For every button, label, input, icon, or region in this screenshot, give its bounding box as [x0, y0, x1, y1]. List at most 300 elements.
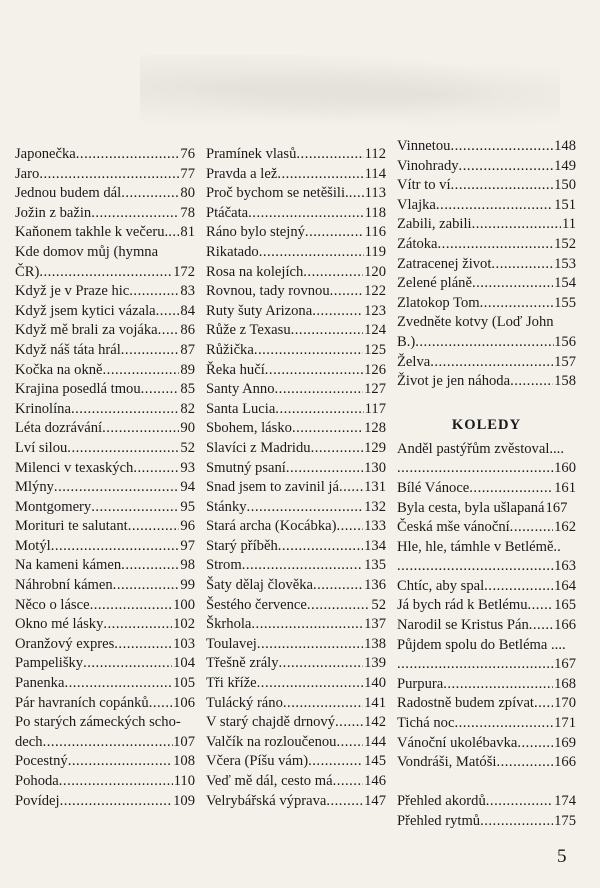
- index-entry: [397, 294, 576, 314]
- dot-leader: [438, 235, 554, 255]
- index-entry: [397, 812, 576, 832]
- dot-leader: [450, 137, 553, 157]
- dot-leader: [459, 157, 554, 177]
- entry-title: Když je v Praze hic: [15, 283, 130, 300]
- index-entry: [397, 538, 576, 577]
- entry-title: Česká mše vánoční: [397, 519, 510, 536]
- page-ref: 89: [180, 361, 195, 378]
- page-ref: 113: [364, 185, 386, 202]
- index-entry: [15, 772, 195, 792]
- dot-leader: [68, 752, 172, 772]
- page-ref: 78: [180, 204, 195, 221]
- index-entry: [206, 145, 386, 165]
- index-entry: [206, 733, 386, 753]
- dot-leader: [469, 479, 553, 499]
- dot-leader: [91, 498, 179, 518]
- dot-leader: [283, 694, 363, 714]
- index-entry: [397, 440, 576, 479]
- dot-leader: [277, 165, 363, 185]
- index-entry: [206, 361, 386, 381]
- page-ref: 165: [554, 597, 576, 614]
- entry-title: Jaro: [15, 165, 40, 182]
- index-entry: [15, 321, 195, 341]
- index-entry: [15, 537, 195, 557]
- index-entry: [397, 176, 576, 196]
- page-ref: 166: [554, 754, 576, 771]
- dot-leader: [67, 439, 179, 459]
- entry-title: Přehled rytmů: [397, 813, 481, 829]
- entry-title: Ptáčata: [206, 204, 249, 221]
- index-column-2: [206, 145, 386, 811]
- entry-title: Milenci v texaských: [15, 459, 134, 476]
- page-ref: 104: [173, 655, 195, 672]
- index-entry: [206, 263, 386, 283]
- index-entry: [397, 479, 576, 499]
- page-ref: 171: [554, 715, 576, 732]
- page-ref: 52: [180, 439, 195, 456]
- entry-title: Veď mě dál, cesto má: [206, 773, 333, 789]
- entry-title: Stánky: [206, 498, 247, 515]
- entry-title: Vítr to ví: [397, 177, 451, 194]
- dot-leader: [529, 616, 553, 636]
- page-ref: 125: [364, 341, 386, 358]
- dot-leader: [307, 596, 371, 616]
- entry-title: Přehled akordů: [397, 793, 486, 810]
- page-ref: 134: [364, 537, 386, 554]
- index-entry: [15, 400, 195, 420]
- entry-title: Santa Lucia: [206, 400, 276, 417]
- page-ref: 148: [554, 138, 576, 154]
- dot-leader: [51, 537, 180, 557]
- dot-leader: [510, 518, 553, 538]
- page-ref: 161: [554, 479, 576, 496]
- page-ref: 96: [180, 518, 195, 535]
- entry-title: Vinnetou: [397, 138, 451, 154]
- dot-leader: [43, 733, 174, 753]
- index-entry: [206, 752, 386, 772]
- index-entry: [15, 713, 195, 752]
- entry-title: Santy Anno: [206, 381, 275, 398]
- dot-leader: [129, 282, 179, 302]
- page-ref: 52: [371, 596, 386, 613]
- dot-leader: [242, 556, 363, 576]
- index-entry: [397, 518, 576, 538]
- dot-leader: [54, 478, 179, 498]
- dot-leader: [510, 372, 553, 392]
- page-ref: 114: [364, 165, 386, 182]
- entry-title: Zabili, zabili: [397, 216, 472, 233]
- dot-leader: [257, 635, 363, 655]
- entry-title: Vánoční ukolébavka: [397, 734, 518, 751]
- dot-leader: [339, 478, 363, 498]
- dot-leader: [313, 576, 363, 596]
- dot-leader: [259, 243, 364, 263]
- dot-leader: [103, 615, 172, 635]
- page-ref: 158: [554, 373, 576, 390]
- dot-leader: [156, 302, 180, 322]
- entry-title: Ruty šuty Arizona: [206, 302, 313, 319]
- index-entry: [397, 792, 576, 812]
- page-ref: 154: [554, 275, 576, 292]
- index-entry: [206, 576, 386, 596]
- bleed-through-text: [130, 4, 520, 48]
- index-entry: [206, 654, 386, 674]
- dot-leader: [114, 635, 172, 655]
- dot-leader: [480, 812, 553, 832]
- page-ref: 116: [364, 224, 386, 241]
- dot-leader: [491, 255, 553, 275]
- dot-leader: [168, 223, 179, 243]
- index-entry: [206, 439, 386, 459]
- index-entry: [15, 341, 195, 361]
- page-ref: 157: [554, 353, 576, 370]
- page-ref: 95: [180, 498, 195, 515]
- entry-title: Japonečka: [15, 146, 76, 162]
- page-ref: 144: [364, 733, 386, 750]
- entry-title: Tři kříže: [206, 675, 257, 692]
- dot-leader: [335, 713, 363, 733]
- entry-title: Třešně zrály: [206, 655, 279, 672]
- entry-title: Růžička: [206, 341, 254, 358]
- index-entry: [206, 674, 386, 694]
- dot-leader: [303, 263, 363, 283]
- bleed-through-shadow: [140, 55, 560, 135]
- index-entry: [206, 400, 386, 420]
- page-ref: 152: [554, 235, 576, 252]
- entry-title: Bílé Vánoce: [397, 479, 470, 496]
- index-entry: [15, 674, 195, 694]
- page-ref: 108: [173, 753, 195, 770]
- page-ref: 85: [180, 381, 195, 398]
- index-entry: [15, 145, 195, 165]
- dot-leader: [71, 400, 179, 420]
- index-entry: [397, 215, 576, 235]
- page-ref: 87: [180, 341, 195, 358]
- dot-leader: [286, 459, 363, 479]
- page-ref: 137: [364, 616, 386, 633]
- index-entry: [397, 196, 576, 216]
- index-entry: [397, 675, 576, 695]
- page-ref: 175: [554, 813, 576, 829]
- page-ref: 140: [364, 675, 386, 692]
- page-ref: 141: [364, 694, 386, 711]
- entry-title: Toulavej: [206, 635, 257, 652]
- entry-title: Morituri te salutant: [15, 518, 128, 535]
- page-ref: 90: [180, 420, 195, 437]
- index-entry: [397, 313, 576, 352]
- entry-title: Okno mé lásky: [15, 616, 104, 633]
- dot-leader: [436, 196, 553, 216]
- dot-leader: [275, 400, 363, 420]
- entry-title: Náhrobní kámen: [15, 577, 113, 594]
- index-entry: [15, 419, 195, 439]
- page-ref: 167: [554, 656, 576, 673]
- page-ref: 84: [180, 302, 195, 319]
- index-entry: [15, 478, 195, 498]
- page-ref: 106: [173, 694, 195, 711]
- entry-title: Sbohem, lásko: [206, 420, 292, 437]
- entry-title: Velrybářská výprava: [206, 792, 327, 809]
- entry-title: Valčík na rozloučenou: [206, 733, 337, 750]
- dot-leader: [336, 733, 363, 753]
- dot-leader: [59, 772, 173, 792]
- page-ref: 142: [364, 714, 386, 731]
- index-entry: [206, 282, 386, 302]
- entry-title: Ráno bylo stejný: [206, 224, 305, 241]
- entry-title: Krinolína: [15, 400, 71, 417]
- dot-leader: [149, 694, 172, 714]
- index-entry: [15, 361, 195, 381]
- entry-title-line: Kde domov můj (hymna: [15, 243, 159, 260]
- page-ref: 77: [180, 165, 195, 182]
- dot-leader: [257, 674, 363, 694]
- index-entry: [397, 596, 576, 616]
- entry-title: Šestého července: [206, 596, 307, 613]
- dot-leader: [39, 165, 179, 185]
- dot-leader: [330, 282, 363, 302]
- page-number: 5: [557, 846, 567, 867]
- page-ref: 164: [554, 577, 576, 594]
- page-ref: 11: [561, 216, 576, 233]
- page-ref: 124: [364, 322, 386, 339]
- entry-title: Slavíci z Madridu: [206, 439, 311, 456]
- index-entry: [397, 694, 576, 714]
- index-entry: [15, 165, 195, 185]
- entry-title: Jožin z bažin: [15, 204, 92, 221]
- entry-lead: .: [164, 224, 169, 241]
- dot-leader: [91, 204, 179, 224]
- index-entry: [206, 419, 386, 439]
- dot-leader: [349, 184, 364, 204]
- page-ref: 98: [180, 557, 195, 574]
- dot-leader: [397, 557, 554, 577]
- index-column-3: [397, 137, 576, 832]
- entry-title: Vlajka: [397, 196, 436, 213]
- entry-title: Panenka: [15, 675, 65, 692]
- dot-leader: [102, 419, 179, 439]
- entry-title: Na kameni kámen: [15, 557, 122, 574]
- page-ref: 129: [364, 439, 386, 456]
- entry-title: Snad jsem to zavinil já: [206, 479, 339, 496]
- index-entry: [15, 752, 195, 772]
- entry-title: Léta dozrávání: [15, 420, 103, 437]
- entry-title: Krajina posedlá tmou: [15, 381, 141, 398]
- entry-title: Zelené pláně: [397, 275, 472, 292]
- page-ref: 118: [364, 204, 386, 221]
- dot-leader: [121, 341, 180, 361]
- dot-leader: [278, 537, 363, 557]
- dot-leader: [454, 714, 553, 734]
- index-entry: [397, 353, 576, 373]
- index-entry: [397, 372, 576, 392]
- entry-title: Něco o lásce: [15, 596, 90, 613]
- entry-title-end: ČR): [15, 263, 40, 280]
- dot-leader: [484, 577, 553, 597]
- index-entry: [15, 556, 195, 576]
- dot-leader: [121, 556, 179, 576]
- dot-leader: [121, 184, 179, 204]
- page-ref: 80: [180, 185, 195, 202]
- dot-leader: [251, 615, 363, 635]
- page-ref: 156: [554, 333, 576, 350]
- entry-title: Proč bychom se netěšili: [206, 185, 346, 202]
- index-entry: [397, 753, 576, 773]
- page-ref: 94: [180, 479, 195, 496]
- page-ref: 151: [554, 196, 576, 213]
- entry-title: Stará archa (Kocábka): [206, 518, 337, 535]
- page-ref: 130: [364, 459, 386, 476]
- entry-title: Já bych rád k Betlému: [397, 597, 528, 614]
- dot-leader: [311, 439, 364, 459]
- index-entry: [15, 223, 195, 243]
- dot-leader: [292, 419, 363, 439]
- index-entry: [206, 596, 386, 616]
- entry-title-line: Zvedněte kotvy (Loď John: [397, 314, 554, 331]
- index-entry: [15, 694, 195, 714]
- index-entry: [15, 302, 195, 322]
- dot-leader: [486, 792, 553, 812]
- page-ref: 162: [554, 519, 576, 536]
- page-ref: 109: [173, 792, 195, 809]
- page-ref: 168: [554, 675, 576, 692]
- dot-leader: [312, 302, 363, 322]
- entry-title: Zatracenej život: [397, 255, 492, 272]
- page-ref: 167: [545, 499, 568, 516]
- entry-title: Vondráši, Matóši: [397, 754, 497, 771]
- index-entry: [206, 184, 386, 204]
- dot-leader: [64, 674, 172, 694]
- page-ref: 112: [364, 146, 386, 162]
- page-ref: 126: [364, 361, 386, 378]
- dot-leader: [158, 321, 180, 341]
- dot-leader: [90, 596, 173, 616]
- index-entry: [206, 635, 386, 655]
- index-entry: [206, 223, 386, 243]
- entry-title: Tichá noc: [397, 715, 455, 732]
- dot-leader: [397, 459, 554, 479]
- dot-leader: [254, 341, 363, 361]
- page-ref: 145: [364, 753, 386, 770]
- entry-title: Řeka hučí: [206, 361, 265, 378]
- page-ref: 83: [180, 283, 195, 300]
- index-entry: [206, 517, 386, 537]
- page-ref: 119: [364, 243, 386, 260]
- page-ref: 127: [364, 381, 386, 398]
- page-ref: 120: [364, 263, 386, 280]
- index-entry: [397, 137, 576, 157]
- page-ref: 139: [364, 655, 386, 672]
- koledy-heading: KOLEDY: [451, 416, 522, 433]
- entry-title: Jednou budem dál: [15, 185, 122, 202]
- page-ref: 146: [364, 773, 386, 789]
- entry-title: Želva: [397, 353, 431, 370]
- dot-leader: [296, 145, 363, 165]
- page-ref: 172: [173, 263, 195, 280]
- index-entry: [206, 792, 386, 812]
- page-ref: 107: [173, 733, 195, 750]
- page-ref: 135: [364, 557, 386, 574]
- index-entry: [206, 713, 386, 733]
- entry-title: Smutný psaní: [206, 459, 286, 476]
- entry-lead: .: [345, 185, 349, 202]
- dot-leader: [275, 380, 364, 400]
- page-ref: 102: [173, 616, 195, 633]
- entry-title: Když náš táta hrál: [15, 341, 121, 358]
- entry-title-line: Po starých zámeckých scho-: [15, 714, 181, 731]
- entry-title: Včera (Píšu vám): [206, 753, 309, 770]
- dot-leader: [113, 576, 180, 596]
- dot-leader: [472, 274, 553, 294]
- index-entry: [206, 772, 386, 792]
- entry-title: Chtíc, aby spal: [397, 577, 485, 594]
- index-entry: [15, 380, 195, 400]
- page-ref: 100: [173, 596, 195, 613]
- entry-title: Zlatokop Tom: [397, 294, 480, 311]
- dot-leader: [517, 734, 553, 754]
- index-entry: [397, 714, 576, 734]
- dot-leader: [333, 772, 364, 792]
- page-ref: 149: [554, 157, 576, 174]
- index-entry: [397, 636, 576, 675]
- index-entry: [397, 255, 576, 275]
- entry-title: Pohoda: [15, 773, 59, 789]
- dot-leader: [265, 361, 363, 381]
- entry-title-end: B.): [397, 333, 416, 350]
- entry-title: Purpura: [397, 675, 444, 692]
- dot-leader: [415, 333, 554, 353]
- entry-title: Když jsem kytici vázala: [15, 302, 156, 319]
- entry-title: Starý příběh: [206, 537, 278, 554]
- page-ref: 153: [554, 255, 576, 272]
- dot-leader: [528, 596, 554, 616]
- index-entry: [15, 615, 195, 635]
- index-entry: [15, 243, 195, 282]
- page-ref: 150: [554, 177, 576, 194]
- dot-leader: [480, 294, 553, 314]
- page-ref: 133: [364, 518, 386, 535]
- page-ref: 86: [180, 322, 195, 339]
- entry-title: Radostně budem zpívat: [397, 695, 534, 712]
- dot-leader: [128, 517, 180, 537]
- entry-title: Růže z Texasu: [206, 322, 291, 339]
- page-ref: 166: [554, 617, 576, 634]
- entry-title: Pampelišky: [15, 655, 84, 672]
- page-ref: 99: [180, 577, 195, 594]
- entry-title: Lví silou: [15, 439, 68, 456]
- entry-title: Zátoka: [397, 235, 438, 252]
- dot-leader: [305, 223, 364, 243]
- index-entry: [206, 498, 386, 518]
- index-entry: [15, 576, 195, 596]
- entry-title-line: Anděl pastýřům zvěstoval....: [397, 440, 564, 457]
- page-ref: 170: [554, 695, 576, 712]
- index-column-1: [15, 145, 195, 811]
- dot-leader: [141, 380, 180, 400]
- entry-title: Škrhola: [206, 616, 252, 633]
- entry-title: Rikatado: [206, 243, 259, 260]
- page-ref: 147: [364, 792, 386, 809]
- entry-title: Šaty dělaj člověka: [206, 577, 313, 594]
- page-ref: 160: [554, 460, 576, 477]
- dot-leader: [430, 353, 553, 373]
- page-ref: 128: [364, 420, 386, 437]
- entry-title: Povídej: [15, 792, 60, 809]
- page-ref: 97: [180, 537, 195, 554]
- index-entry: [15, 792, 195, 812]
- entry-title: Pocestný: [15, 753, 68, 770]
- index-entry: [206, 615, 386, 635]
- page-ref: 93: [180, 459, 195, 476]
